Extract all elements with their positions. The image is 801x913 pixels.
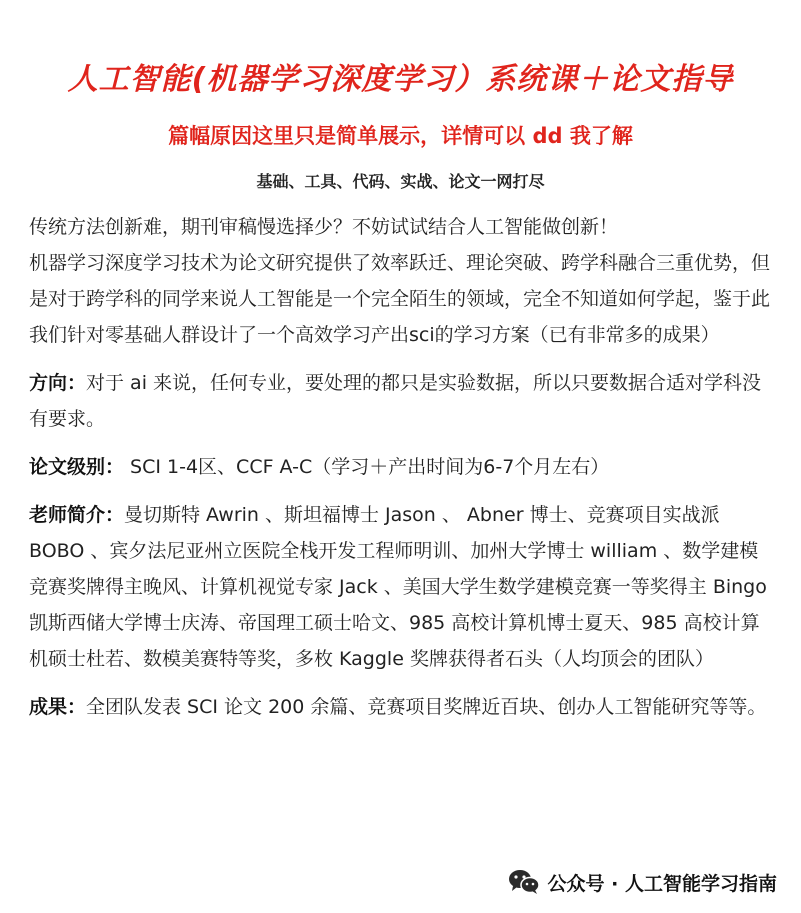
page-subtitle: 篇幅原因这里只是简单展示，详情可以 dd 我了解 bbox=[168, 124, 633, 148]
direction-text: 对于 ai 来说，任何专业，要处理的都只是实验数据，所以只要数据合适对学科没有要求。 bbox=[29, 372, 762, 430]
article-body bbox=[29, 209, 777, 725]
footer-attribution bbox=[508, 866, 777, 898]
results-label: 成果： bbox=[29, 696, 87, 718]
page-tagline: 基础、工具、代码、实战、论文一网打尽 bbox=[256, 172, 545, 191]
footer-text: 公众号 · 人工智能学习指南 bbox=[547, 872, 777, 895]
level-label: 论文级别： bbox=[29, 456, 125, 478]
intro-line: 传统方法创新难，期刊审稿慢选择少？不妨试试结合人工智能做创新！ bbox=[29, 216, 619, 238]
intro-paragraph: 机器学习深度学习技术为论文研究提供了效率跃迁、理论突破、跨学科融合三重优势，但是对于跨学科的同学来说人工智能是一个完全陌生的领域，完全不知道如何学起，鉴于此我们针对零基础人群设计了一个高效学习产出sci的学习方案（已有非常多的成果） bbox=[29, 252, 771, 346]
teachers-section bbox=[29, 497, 777, 605]
direction-label: 方向： bbox=[29, 372, 87, 394]
results-text: 全团队发表 SCI 论文 200 余篇、竞赛项目奖牌近百块、创办人工智能研究等等。 bbox=[86, 696, 767, 718]
teachers-text-continued: 凯斯西储大学博士庆涛、帝国理工硕士哈文、985 高校计算机博士夏天、985 高校计算机硕士杜若、数模美赛特等奖，多枚 Kaggle 奖牌获得者石头（人均顶会的团队） bbox=[29, 612, 760, 670]
teachers-label: 老师简介： bbox=[29, 504, 125, 526]
teachers-text: 曼切斯特 Awrin 、斯坦福博士 Jason 、 Abner 博士、竞赛项目实战派 BOBO 、宾夕法尼亚州立医院全栈开发工程师明训、加州大学博士 william 、数学建模竞赛奖牌得主晚风、计算机视觉专家 Jack 、美国大学生数学建模竞赛一等奖得主 Bingo bbox=[29, 504, 767, 598]
results-section bbox=[29, 689, 777, 725]
level-text: SCI 1-4区、CCF A-C（学习＋产出时间为6-7个月左右） bbox=[124, 456, 610, 478]
wechat-icon bbox=[508, 869, 540, 895]
direction-section bbox=[29, 365, 777, 437]
page-title: 人工智能(机器学习深度学习）系统课＋论文指导 bbox=[67, 62, 734, 97]
level-section bbox=[29, 449, 777, 485]
